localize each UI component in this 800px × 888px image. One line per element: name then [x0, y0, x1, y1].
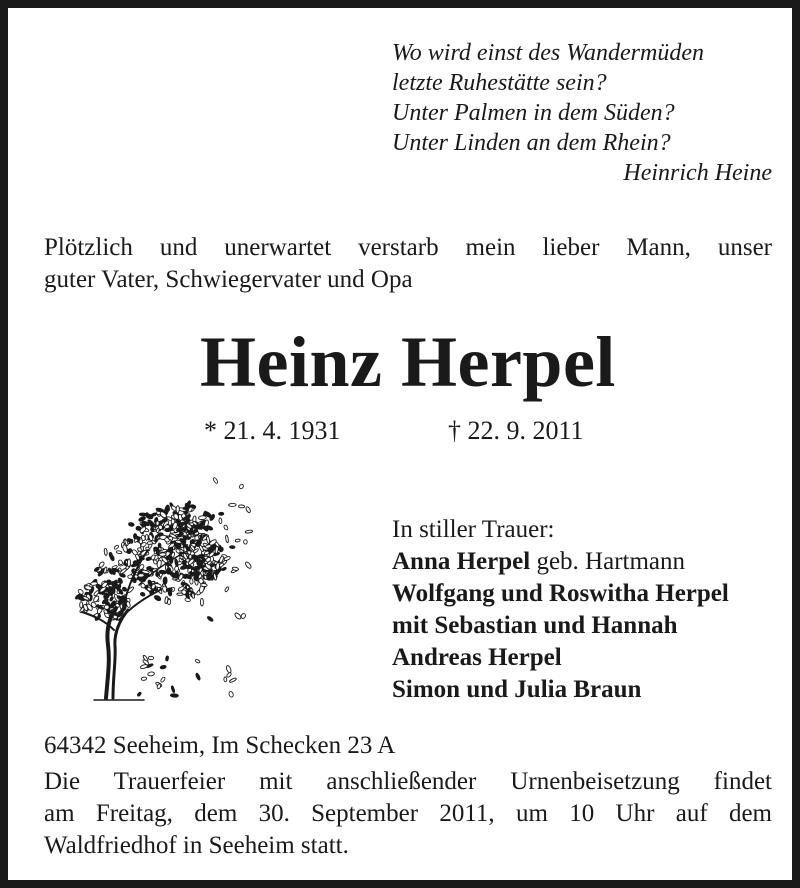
leaf: [234, 612, 242, 620]
poem-author: Heinrich Heine: [623, 160, 772, 186]
windblown-tree-icon: [64, 470, 254, 706]
birth-date: * 21. 4. 1931: [204, 416, 341, 445]
leaf: [150, 524, 156, 527]
leaf: [228, 691, 234, 698]
leaf: [155, 572, 159, 577]
family-address: 64342 Seeheim, Im Schecken 23 A: [44, 732, 396, 759]
leaf: [77, 588, 84, 595]
leaf: [116, 550, 122, 554]
mourner-row: [392, 642, 782, 674]
tree-leaves: [75, 477, 253, 698]
leaf: [223, 525, 228, 531]
leaf: [137, 692, 142, 697]
leaf: [165, 656, 168, 661]
leaf: [241, 613, 247, 619]
leaf: [160, 665, 167, 669]
leaf: [159, 553, 166, 557]
leaf: [180, 564, 189, 570]
leaf: [226, 672, 232, 678]
funeral-line: Waldfriedhof in Seeheim statt.: [44, 832, 349, 859]
leaf: [108, 589, 112, 596]
leaf: [84, 585, 92, 591]
leaf: [239, 505, 245, 508]
leaf: [195, 659, 201, 664]
leaf: [200, 598, 203, 606]
mourner-name: Simon und Julia Braun: [392, 676, 642, 703]
leaf: [166, 567, 171, 574]
announcement-line: guter Vater, Schwiegervater und Opa: [44, 266, 413, 293]
leaf: [141, 677, 147, 681]
leaf: [140, 592, 146, 597]
leaf: [229, 677, 237, 683]
leaf: [80, 602, 83, 608]
leaf: [219, 518, 222, 524]
funeral-line: am Freitag, dem 30. September 2011, um 10 Uhr auf dem: [44, 800, 772, 827]
mourner-row: [392, 610, 782, 642]
leaf: [148, 656, 154, 660]
leaf: [229, 503, 237, 506]
mourner-name: Andreas Herpel: [392, 644, 562, 671]
leaf: [195, 673, 201, 681]
mourner-name: Anna Herpel: [392, 548, 531, 575]
leaf: [163, 577, 167, 585]
leaf: [244, 540, 248, 544]
leaf: [176, 506, 179, 513]
leaf: [128, 522, 134, 527]
funeral-notice: [44, 766, 772, 862]
leaf: [198, 515, 206, 519]
leaf: [166, 588, 172, 592]
leaf: [230, 546, 236, 549]
leaf: [147, 542, 153, 545]
leaf: [199, 545, 205, 552]
funeral-line: Die Trauerfeier mit anschließender Urnenbeisetzung findet: [44, 768, 772, 795]
leaf: [239, 484, 244, 490]
leaf: [224, 677, 227, 682]
leaf: [222, 567, 227, 571]
leaf: [171, 686, 175, 693]
leaf: [206, 536, 210, 544]
leaf: [109, 552, 113, 558]
leaf: [245, 506, 251, 513]
leaf: [244, 561, 252, 569]
death-date: † 22. 9. 2011: [448, 416, 584, 445]
poem-line: Unter Linden an dem Rhein?: [392, 130, 671, 156]
mourner-name: Wolfgang und Roswitha Herpel: [392, 580, 729, 607]
mourner-row: [392, 674, 782, 706]
leaf: [104, 548, 108, 555]
leaf: [224, 586, 229, 592]
leaf: [174, 559, 178, 567]
poem-line: Unter Palmen in dem Süden?: [392, 100, 675, 126]
poem-line: letzte Ruhestätte sein?: [392, 70, 607, 96]
leaf: [145, 535, 148, 541]
leaf: [213, 477, 219, 484]
leaf: [114, 545, 120, 550]
mourner-row: [392, 546, 782, 578]
leaf: [190, 579, 193, 585]
poem-quote: [392, 38, 776, 188]
leaf: [207, 616, 214, 622]
leaf: [156, 521, 160, 526]
leaf: [225, 535, 229, 543]
deceased-name: Heinz Herpel: [200, 322, 616, 402]
maiden-name: geb. Hartmann: [530, 548, 686, 575]
mourners-list: [392, 514, 782, 706]
mourner-name: mit Sebastian und Hannah: [392, 612, 678, 639]
mourners-heading: In stiller Trauer:: [392, 516, 555, 543]
leaf: [156, 548, 160, 555]
leaf: [170, 694, 178, 698]
poem-line: Wo wird einst des Wandermüden: [392, 40, 704, 66]
leaf: [154, 594, 162, 601]
leaf: [160, 676, 166, 682]
leaf: [226, 665, 232, 673]
announcement-line: Plötzlich und unerwartet verstarb mein lieber Mann, unser: [44, 234, 772, 261]
death-announcement: [44, 232, 772, 296]
leaf: [127, 559, 130, 567]
leaf: [188, 530, 194, 535]
leaf: [104, 605, 109, 610]
mourner-row: [392, 578, 782, 610]
leaf: [148, 672, 155, 677]
leaf: [219, 512, 224, 515]
leaf: [219, 547, 224, 552]
leaf: [93, 590, 99, 596]
leaf: [200, 583, 207, 587]
leaf: [138, 573, 144, 577]
leaf: [245, 530, 253, 533]
leaf: [140, 664, 148, 669]
leaf: [235, 539, 240, 542]
